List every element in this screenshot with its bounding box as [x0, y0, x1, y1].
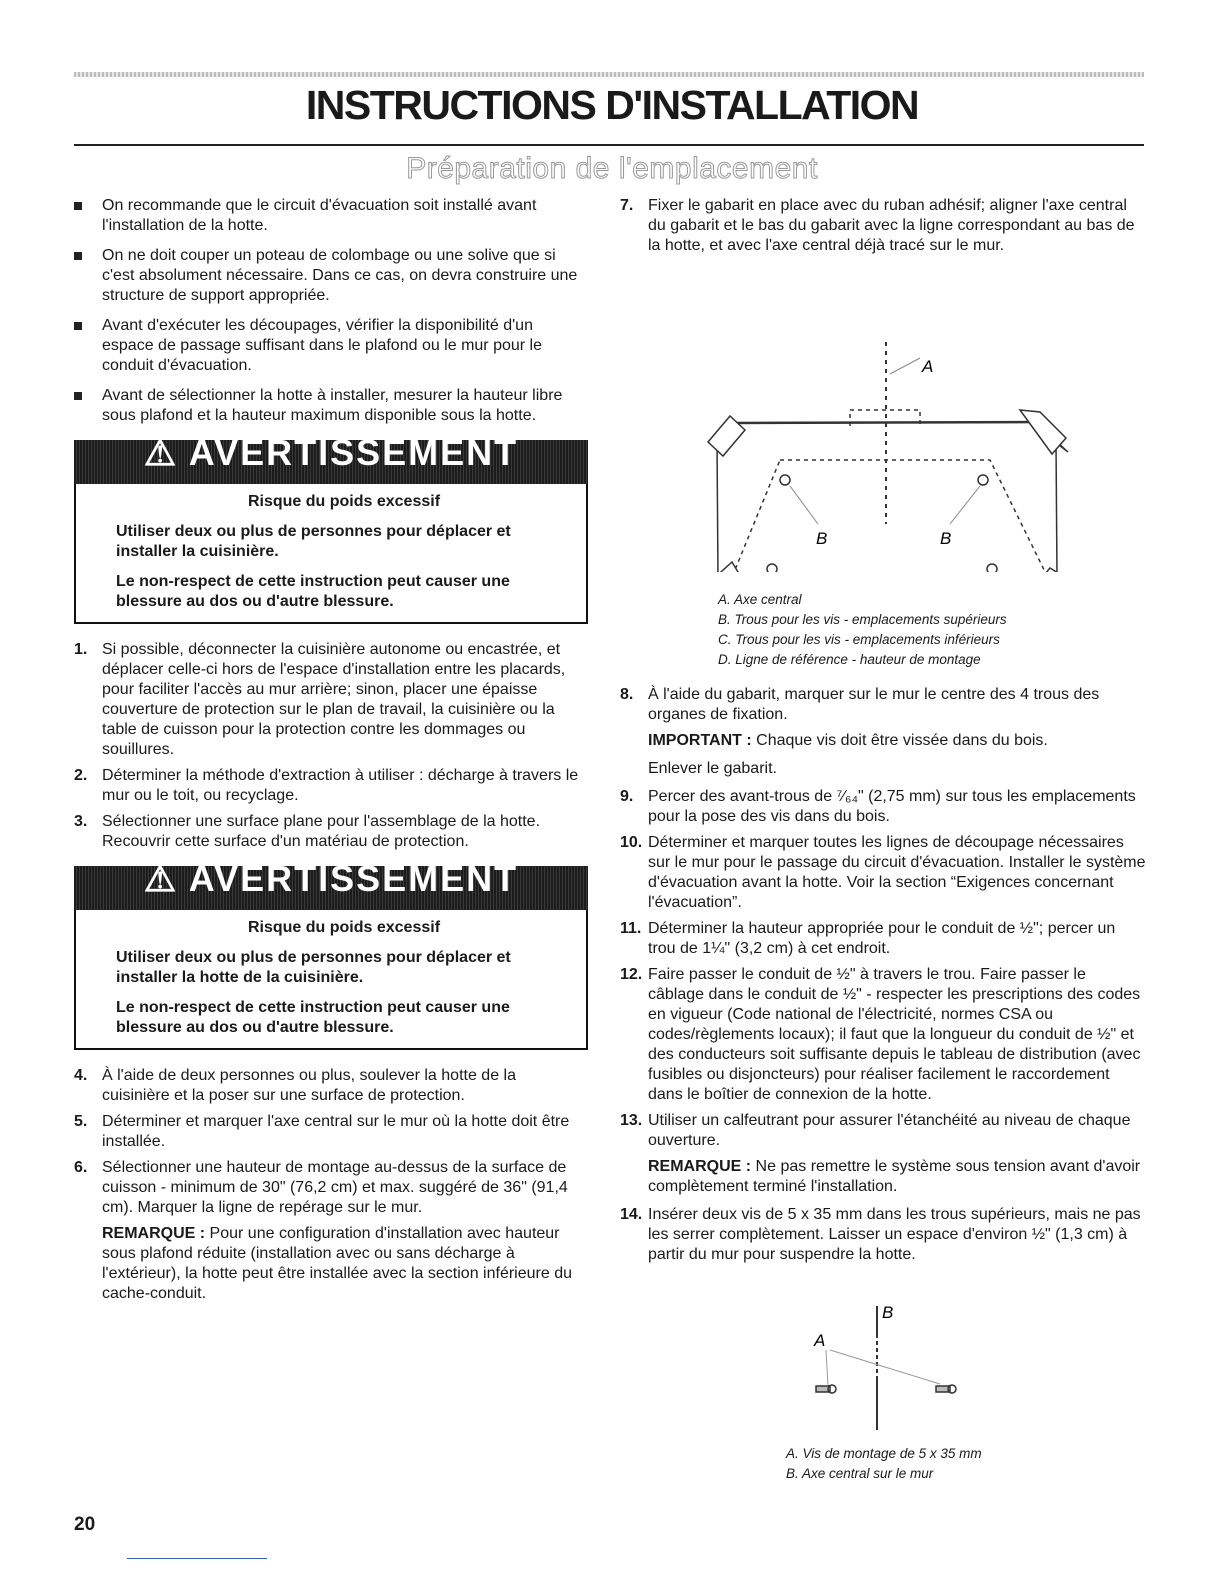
step-item: 1. Si possible, déconnecter la cuisinière autonome ou encastrée, et déplacer celle-ci hors de l'espace d'installation entre les placards, pour faciliter l'accès au mur arrière; sinon, placer une épaisse couverture de protection sur le plan de travail, la cuisinière ou la table de cuisson pour la protection contre les dommages ou souillures. — [74, 641, 566, 758]
fig1-label-b: B — [940, 529, 952, 548]
fig1-captions: A. Axe central B. Trous pour les vis - emplacements supérieurs C. Trous pour les vis - emplacements inférieurs D. Ligne de référence - hauteur de montage — [718, 592, 1007, 667]
step-item: 4. À l'aide de deux personnes ou plus, soulever la hotte de la cuisinière et la poser sur une surface de protection. — [74, 1067, 516, 1104]
warning-box — [74, 858, 588, 1050]
bullet-square-icon — [74, 252, 82, 260]
step-item: 11. Déterminer la hauteur appropriée pour le conduit de ½"; percer un trou de 1¼" (3,2 cm) à cet endroit. — [620, 920, 1116, 957]
step-item: 6. Sélectionner une hauteur de montage au-dessus de la surface de cuisson - minimum de 30" (76,2 cm) et max. suggéré de 36" (91,4 cm). Marquer la ligne de repérage sur le mur. — [74, 1159, 568, 1216]
step-item: 10. Déterminer et marquer toutes les lignes de découpage nécessaires sur le mur pour le passage du circuit d'évacuation. Installer le système d'évacuation avant la hotte. Voir la section “Exigences concernant l'évacuation”. — [620, 834, 1146, 911]
warning-header: ⚠ AVERTISSEMENT — [74, 866, 588, 910]
step-item: 12. Faire passer le conduit de ½" à travers le trou. Faire passer le câblage dans le conduit de ½" - respecter les prescriptions des codes en vigueur (Code national de l'électricité, normes CSA ou codes/règlements locaux); il faut que la longueur du conduit de ½" et des conducteurs soit suffisante depuis le tableau de distribution (avec fusibles ou disjoncteurs) pour réaliser facilement le raccordement dans le boîtier de connexion de la hotte. — [620, 966, 1141, 1103]
bullet-square-icon — [74, 202, 82, 210]
warning-instruction: Utiliser deux ou plus de personnes pour déplacer et installer la cuisinière. — [116, 523, 511, 560]
step-item: 13. Utiliser un calfeutrant pour assurer l'étanchéité au niveau de chaque ouverture. — [620, 1112, 1131, 1149]
fig1-label-a: A — [922, 357, 934, 376]
important-paragraph: IMPORTANT : Chaque vis doit être vissée dans du bois. — [648, 732, 1048, 749]
section-subtitle: Préparation de l'emplacement — [406, 152, 818, 185]
bullet-item: On ne doit couper un poteau de colombage ou une solive que si c'est absolument nécessaire. Dans ce cas, on devra construire une structure de support appropriée. — [74, 246, 588, 306]
bullet-item: Avant de sélectionner la hotte à installer, mesurer la hauteur libre sous plafond et la hauteur maximum disponible sous la hotte. — [74, 386, 588, 426]
right-column — [620, 196, 1146, 548]
screw-diagram — [800, 1298, 1000, 1438]
title-rule — [74, 144, 1144, 146]
step-item: 3. Sélectionner une surface plane pour l'assemblage de la hotte. Recouvrir cette surface d'un matériau de protection. — [74, 813, 541, 850]
note-paragraph: REMARQUE : Ne pas remettre le système sous tension avant d'avoir complètement terminé l'installation. — [648, 1158, 1141, 1195]
warning-triangle-icon: ⚠ — [143, 432, 179, 473]
warning-triangle-icon: ⚠ — [143, 858, 179, 899]
fig2-label-b: B — [882, 1303, 894, 1322]
page-number: 20 — [74, 1514, 96, 1535]
warning-consequence: Le non-respect de cette instruction peut causer une blessure au dos ou d'autre blessure. — [116, 573, 510, 610]
template-diagram — [620, 262, 1146, 572]
step-item: 7. Fixer le gabarit en place avec du ruban adhésif; aligner l'axe central du gabarit et le bas du gabarit avec la ligne correspondant au bas de la hotte, et avec l'axe central déjà tracé sur le mur. — [620, 197, 1135, 254]
warning-instruction: Utiliser deux ou plus de personnes pour déplacer et installer la hotte de la cuisinière. — [116, 949, 511, 986]
step-item: 2. Déterminer la méthode d'extraction à utiliser : décharge à travers le mur ou le toit, ou recyclage. — [74, 767, 579, 804]
fig1-label-b: B — [816, 529, 828, 548]
top-decorative-bar — [74, 72, 1144, 77]
fig2-label-a: A — [814, 1331, 826, 1350]
step-item: 14. Insérer deux vis de 5 x 35 mm dans les trous supérieurs, mais ne pas les serrer complètement. Laisser un espace d'environ ½" (1,3 cm) à partir du mur pour suspendre la hotte. — [620, 1206, 1141, 1263]
bullet-square-icon — [74, 322, 82, 330]
step-item: 9. Percer des avant-trous de ⁷⁄₆₄" (2,75 mm) sur tous les emplacements pour la pose des vis dans du bois. — [620, 788, 1136, 825]
note-paragraph: REMARQUE : Pour une configuration d'installation avec hauteur sous plafond réduite (installation avec ou sans décharge à l'extérieur), la hotte peut être installée avec la section inférieure du cache-conduit. — [102, 1225, 572, 1302]
warning-risk: Risque du poids excessif — [247, 493, 441, 510]
step-item: 8. À l'aide du gabarit, marquer sur le mur le centre des 4 trous des organes de fixation. — [620, 686, 1100, 723]
left-column — [74, 196, 588, 1312]
right-column-lower — [620, 685, 1146, 1271]
footer-line — [127, 1558, 267, 1559]
page-title: INSTRUCTIONS D'INSTALLATION — [305, 82, 919, 128]
warning-risk: Risque du poids excessif — [247, 919, 441, 936]
bullet-square-icon — [74, 392, 82, 400]
bullet-item: On recommande que le circuit d'évacuation soit installé avant l'installation de la hotte. — [74, 196, 588, 236]
bullet-item: Avant d'exécuter les découpages, vérifier la disponibilité d'un espace de passage suffisant dans le plafond ou le mur pour le conduit d'évacuation. — [74, 316, 588, 376]
remove-template-text: Enlever le gabarit. — [648, 760, 777, 777]
warning-box — [74, 432, 588, 624]
fig2-captions: A. Vis de montage de 5 x 35 mm B. Axe central sur le mur — [786, 1446, 982, 1481]
warning-header: ⚠ AVERTISSEMENT — [74, 440, 588, 484]
step-item: 5. Déterminer et marquer l'axe central sur le mur où la hotte doit être installée. — [74, 1113, 570, 1150]
warning-consequence: Le non-respect de cette instruction peut causer une blessure au dos ou d'autre blessure. — [116, 999, 510, 1036]
